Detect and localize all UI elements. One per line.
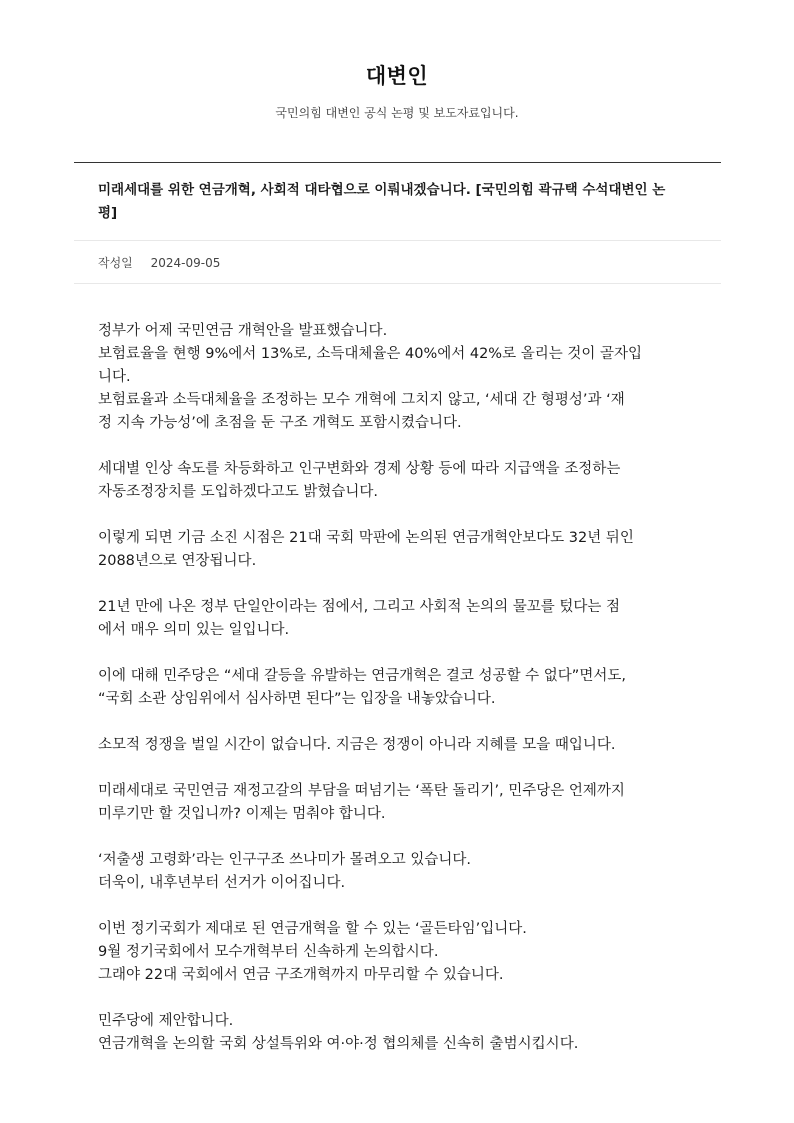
paragraph bbox=[98, 665, 698, 711]
paragraph-line: 21년 만에 나온 정부 단일안이라는 점에서, 그리고 사회적 논의의 물꼬를 텄다는 점 bbox=[98, 599, 620, 615]
date-value: 2024-09-05 bbox=[150, 256, 221, 270]
paragraph bbox=[98, 734, 698, 757]
header-divider bbox=[74, 162, 721, 163]
site-title: 대변인 bbox=[365, 64, 429, 88]
title-divider bbox=[74, 240, 721, 241]
site-subtitle: 국민의힘 대변인 공식 논평 및 보도자료입니다. bbox=[275, 106, 519, 120]
article-meta bbox=[98, 254, 220, 271]
paragraph bbox=[98, 918, 698, 987]
paragraph-line: 보험료율과 소득대체율을 조정하는 모수 개혁에 그치지 않고, ‘세대 간 형평성’과 ‘재 bbox=[98, 392, 625, 408]
meta-divider bbox=[74, 283, 721, 284]
paragraph-line: 더욱이, 내후년부터 선거가 이어집니다. bbox=[98, 875, 346, 891]
article-title bbox=[98, 179, 698, 225]
article-title-line: 미래세대를 위한 연금개혁, 사회적 대타협으로 이뤄내겠습니다. [국민의힘 곽규택 수석대변인 논 bbox=[98, 182, 666, 198]
paragraph-line: 정부가 어제 국민연금 개혁안을 발표했습니다. bbox=[98, 323, 388, 339]
paragraph-line: 소모적 정쟁을 벌일 시간이 없습니다. 지금은 정쟁이 아니라 지혜를 모을 때입니다. bbox=[98, 737, 616, 753]
paragraph-line: 연금개혁을 논의할 국회 상설특위와 여·야·정 협의체를 신속히 출범시킵시다. bbox=[98, 1036, 579, 1052]
paragraph bbox=[98, 1010, 698, 1056]
paragraph-line: 민주당에 제안합니다. bbox=[98, 1013, 234, 1029]
paragraph-line: 니다. bbox=[98, 369, 131, 385]
paragraph-line: 세대별 인상 속도를 차등화하고 인구변화와 경제 상황 등에 따라 지급액을 조정하는 bbox=[98, 461, 621, 477]
article-title-line: 평] bbox=[98, 205, 118, 221]
paragraph-line: 정 지속 가능성’에 초점을 둔 구조 개혁도 포함시켰습니다. bbox=[98, 415, 462, 431]
paragraph-line: 자동조정장치를 도입하겠다고도 밝혔습니다. bbox=[98, 484, 378, 500]
paragraph bbox=[98, 596, 698, 642]
paragraph bbox=[98, 320, 698, 435]
paragraph-line: ‘저출생 고령화’라는 인구구조 쓰나미가 몰려오고 있습니다. bbox=[98, 852, 472, 868]
article-body bbox=[98, 320, 698, 1079]
paragraph-line: 그래야 22대 국회에서 연금 구조개혁까지 마무리할 수 있습니다. bbox=[98, 967, 504, 983]
paragraph-line: “국회 소관 상임위에서 심사하면 된다”는 입장을 내놓았습니다. bbox=[98, 691, 496, 707]
paragraph bbox=[98, 849, 698, 895]
paragraph-line: 에서 매우 의미 있는 일입니다. bbox=[98, 622, 290, 638]
paragraph-line: 이렇게 되면 기금 소진 시점은 21대 국회 막판에 논의된 연금개혁안보다도 32년 뒤인 bbox=[98, 530, 634, 546]
paragraph bbox=[98, 527, 698, 573]
paragraph-line: 보험료율을 현행 9%에서 13%로, 소득대체율은 40%에서 42%로 올리는 것이 골자입 bbox=[98, 346, 642, 362]
paragraph-line: 이번 정기국회가 제대로 된 연금개혁을 할 수 있는 ‘골든타임’입니다. bbox=[98, 921, 527, 937]
paragraph-line: 9월 정기국회에서 모수개혁부터 신속하게 논의합시다. bbox=[98, 944, 439, 960]
date-label: 작성일 bbox=[98, 256, 133, 270]
paragraph-line: 이에 대해 민주당은 “세대 갈등을 유발하는 연금개혁은 결코 성공할 수 없다”면서도, bbox=[98, 668, 626, 684]
paragraph-line: 미래세대로 국민연금 재정고갈의 부담을 떠넘기는 ‘폭탄 돌리기’, 민주당은 언제까지 bbox=[98, 783, 625, 799]
paragraph-line: 2088년으로 연장됩니다. bbox=[98, 553, 257, 569]
paragraph bbox=[98, 780, 698, 826]
paragraph bbox=[98, 458, 698, 504]
paragraph-line: 미루기만 할 것입니까? 이제는 멈춰야 합니다. bbox=[98, 806, 386, 822]
